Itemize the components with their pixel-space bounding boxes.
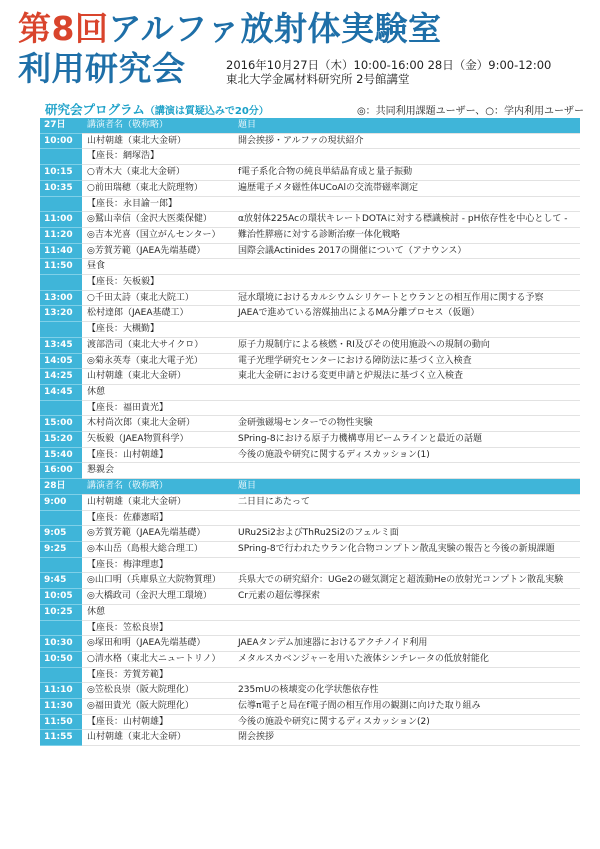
session-row: [40, 526, 580, 542]
session-row: [40, 243, 580, 259]
session-title: [233, 667, 580, 683]
session-title: 難治性膵癌に対する診断治療一体化戦略: [233, 227, 580, 243]
session-title: [233, 620, 580, 636]
session-title: 電子光理学研究センターにおける障防法に基づく立入検査: [233, 353, 580, 369]
session-time: 13:20: [40, 306, 82, 322]
session-speaker: 山村朝雄（東北大金研）: [82, 369, 233, 385]
session-time: 28日: [40, 479, 82, 495]
event-venue: 東北大学金属材料研究所 2号館講堂: [226, 72, 410, 86]
session-row: [40, 416, 580, 432]
session-time: 9:45: [40, 573, 82, 589]
session-time: [40, 667, 82, 683]
session-title: [233, 384, 580, 400]
chair-row: [40, 149, 580, 165]
event-title-main: アルファ放射体実験室: [108, 9, 442, 48]
session-time: 11:00: [40, 212, 82, 228]
session-time: [40, 322, 82, 338]
session-speaker: 【座長：網塚浩】: [82, 149, 233, 165]
session-time: 15:00: [40, 416, 82, 432]
session-row: [40, 573, 580, 589]
session-speaker: ◎吉本光喜（国立がんセンター）: [82, 227, 233, 243]
session-speaker: ◎芳賀芳範（JAEA先端基礎）: [82, 243, 233, 259]
session-speaker: ○清水格（東北大ニュートリノ）: [82, 651, 233, 667]
session-title: [233, 604, 580, 620]
session-time: [40, 620, 82, 636]
session-time: 10:35: [40, 180, 82, 196]
session-speaker: ◎大橋政司（金沢大理工環境）: [82, 589, 233, 605]
session-title: 金研強磁場センターでの物性実験: [233, 416, 580, 432]
session-speaker: 山村朝雄（東北大金研）: [82, 494, 233, 510]
session-title: SPring-8における原子力機構専用ビームラインと最近の話題: [233, 432, 580, 448]
session-time: 11:10: [40, 683, 82, 699]
session-row: [40, 133, 580, 149]
session-row: [40, 494, 580, 510]
session-speaker: 講演者名（敬称略）: [82, 479, 233, 495]
session-title: [233, 510, 580, 526]
session-title: 235mUの核壊変の化学状態依存性: [233, 683, 580, 699]
session-speaker: 【座長：福田貴光】: [82, 400, 233, 416]
session-title: 兵県大での研究紹介：UGe2の磁気測定と超流動Heの放射光コンプトン散乱実験: [233, 573, 580, 589]
session-speaker: 【座長：大槻勤】: [82, 322, 233, 338]
session-time: [40, 400, 82, 416]
session-title: [233, 275, 580, 291]
session-title: 二日目にあたって: [233, 494, 580, 510]
session-row: [40, 290, 580, 306]
session-time: 11:20: [40, 227, 82, 243]
session-speaker: 矢板毅（JAEA物質科学）: [82, 432, 233, 448]
program-table-body: [40, 118, 580, 746]
day-header-row: [40, 118, 580, 133]
session-time: [40, 149, 82, 165]
session-title: JAEAタンデム加速器におけるアクチノイド利用: [233, 636, 580, 652]
session-title: α放射体225Acの環状キレートDOTAに対する標識検討 - pH依存性を中心として -: [233, 212, 580, 228]
session-row: [40, 683, 580, 699]
chair-row: [40, 196, 580, 212]
program-table: [40, 118, 580, 746]
session-row: [40, 651, 580, 667]
session-time: [40, 196, 82, 212]
session-speaker: 山村朝雄（東北大金研）: [82, 133, 233, 149]
session-title: SPring-8で行われたウラン化合物コンプトン散乱実験の報告と今後の新規課題: [233, 541, 580, 557]
program-heading-text: 研究会プログラム: [45, 102, 145, 117]
chair-row: [40, 400, 580, 416]
session-title: JAEAで進めている溶媒抽出によるMA分離プロセス（仮題）: [233, 306, 580, 322]
session-row: [40, 180, 580, 196]
session-title: f電子系化合物の純良単結晶育成と量子振動: [233, 165, 580, 181]
session-speaker: 山村朝雄（東北大金研）: [82, 730, 233, 746]
session-speaker: 休憩: [82, 604, 233, 620]
session-speaker: ◎芳賀芳範（JAEA先端基礎）: [82, 526, 233, 542]
event-title-line2: 利用研究会: [18, 49, 186, 88]
session-title: [233, 149, 580, 165]
chair-row: [40, 275, 580, 291]
session-speaker: 休憩: [82, 384, 233, 400]
session-time: 11:55: [40, 730, 82, 746]
session-row: [40, 541, 580, 557]
session-time: 10:25: [40, 604, 82, 620]
session-title: 原子力規制庁による核燃・RI及びその使用施設への規制の動向: [233, 337, 580, 353]
session-time: 11:30: [40, 699, 82, 715]
session-speaker: 【座長：山村朝雄】: [82, 714, 233, 730]
chair-row: [40, 667, 580, 683]
session-time: 15:40: [40, 447, 82, 463]
session-title: 東北大金研における変更申請と炉規法に基づく立入検査: [233, 369, 580, 385]
session-speaker: 【座長：佐藤憲昭】: [82, 510, 233, 526]
session-time: 11:40: [40, 243, 82, 259]
session-speaker: ◎笠松良崇（阪大院理化）: [82, 683, 233, 699]
session-time: 10:50: [40, 651, 82, 667]
session-title: 今後の施設や研究に関するディスカッション(1): [233, 447, 580, 463]
session-title: 遍歴電子メタ磁性体UCoAlの交流帯磁率測定: [233, 180, 580, 196]
session-speaker: ◎本山岳（島根大総合理工）: [82, 541, 233, 557]
session-speaker: 講演者名（敬称略）: [82, 118, 233, 133]
session-row: [40, 463, 580, 479]
session-row: [40, 212, 580, 228]
day-header-row: [40, 479, 580, 495]
session-speaker: ◎山口明（兵庫県立大院物質理）: [82, 573, 233, 589]
session-time: 13:45: [40, 337, 82, 353]
session-time: 16:00: [40, 463, 82, 479]
session-row: [40, 589, 580, 605]
event-date: 2016年10月27日（木）10:00-16:00 28日（金）9:00-12:00: [226, 58, 552, 72]
session-title: [233, 557, 580, 573]
session-speaker: 昼食: [82, 259, 233, 275]
program-note: （講演は質疑込みで20分）: [144, 106, 269, 117]
session-title: 冠水環境におけるカルシウムシリケートとウランとの相互作用に関する予察: [233, 290, 580, 306]
session-time: 9:25: [40, 541, 82, 557]
event-info: [226, 58, 551, 86]
session-row: [40, 699, 580, 715]
session-speaker: ◎鷲山幸信（金沢大医薬保健）: [82, 212, 233, 228]
session-title: URu2Si2およびThRu2Si2のフェルミ面: [233, 526, 580, 542]
session-speaker: 【座長：永目諭一郎】: [82, 196, 233, 212]
session-title: 今後の施設や研究に関するディスカッション(2): [233, 714, 580, 730]
session-time: 27日: [40, 118, 82, 133]
session-speaker: 木村尚次郎（東北大金研）: [82, 416, 233, 432]
session-time: 9:00: [40, 494, 82, 510]
session-row: [40, 165, 580, 181]
session-title: [233, 196, 580, 212]
session-row: [40, 604, 580, 620]
session-speaker: ○千田太詩（東北大院工）: [82, 290, 233, 306]
chair-row: [40, 714, 580, 730]
user-legend: ◎：共同利用課題ユーザー、○：学内利用ユーザー: [356, 106, 584, 117]
session-time: 10:05: [40, 589, 82, 605]
session-row: [40, 259, 580, 275]
session-title: [233, 400, 580, 416]
session-row: [40, 306, 580, 322]
session-time: 11:50: [40, 259, 82, 275]
session-title: 開会挨拶・アルファの現状紹介: [233, 133, 580, 149]
session-title: 題目: [233, 479, 580, 495]
session-time: 14:45: [40, 384, 82, 400]
program-heading: [45, 100, 269, 118]
session-title: 伝導π電子と局在f電子間の相互作用の観測に向けた取り組み: [233, 699, 580, 715]
session-time: 10:30: [40, 636, 82, 652]
session-time: 14:05: [40, 353, 82, 369]
session-speaker: 松村達郎（JAEA基礎工）: [82, 306, 233, 322]
session-title: 国際会議Actinides 2017の開催について（アナウンス）: [233, 243, 580, 259]
event-title-number: 第8回: [18, 9, 109, 48]
session-speaker: 【座長：梅津理恵】: [82, 557, 233, 573]
session-time: 10:00: [40, 133, 82, 149]
session-row: [40, 730, 580, 746]
session-time: 9:05: [40, 526, 82, 542]
session-title: 題目: [233, 118, 580, 133]
session-row: [40, 636, 580, 652]
chair-row: [40, 557, 580, 573]
chair-row: [40, 447, 580, 463]
session-time: [40, 510, 82, 526]
session-speaker: 【座長：矢板毅】: [82, 275, 233, 291]
session-title: [233, 259, 580, 275]
session-speaker: 渡部浩司（東北大サイクロ）: [82, 337, 233, 353]
chair-row: [40, 322, 580, 338]
event-title: [18, 10, 442, 48]
session-speaker: ○青木大（東北大金研）: [82, 165, 233, 181]
session-row: [40, 227, 580, 243]
session-speaker: 懇親会: [82, 463, 233, 479]
session-speaker: ◎菊永英寿（東北大電子光）: [82, 353, 233, 369]
session-row: [40, 384, 580, 400]
session-time: [40, 557, 82, 573]
session-row: [40, 337, 580, 353]
session-title: 閉会挨拶: [233, 730, 580, 746]
chair-row: [40, 510, 580, 526]
session-time: 13:00: [40, 290, 82, 306]
session-title: メタルスカベンジャーを用いた液体シンチレータの低放射能化: [233, 651, 580, 667]
session-title: [233, 322, 580, 338]
session-row: [40, 353, 580, 369]
session-title: [233, 463, 580, 479]
session-time: 15:20: [40, 432, 82, 448]
session-title: Cr元素の超伝導探索: [233, 589, 580, 605]
session-speaker: ◎福田貴光（阪大院理化）: [82, 699, 233, 715]
session-time: [40, 275, 82, 291]
session-row: [40, 432, 580, 448]
session-row: [40, 369, 580, 385]
session-speaker: 【座長：笠松良崇】: [82, 620, 233, 636]
session-time: 10:15: [40, 165, 82, 181]
session-speaker: ○前田瑞穂（東北大院理物）: [82, 180, 233, 196]
session-speaker: 【座長：山村朝雄】: [82, 447, 233, 463]
session-speaker: ◎塚田和明（JAEA先端基礎）: [82, 636, 233, 652]
session-time: 14:25: [40, 369, 82, 385]
session-time: 11:50: [40, 714, 82, 730]
session-speaker: 【座長：芳賀芳範】: [82, 667, 233, 683]
chair-row: [40, 620, 580, 636]
